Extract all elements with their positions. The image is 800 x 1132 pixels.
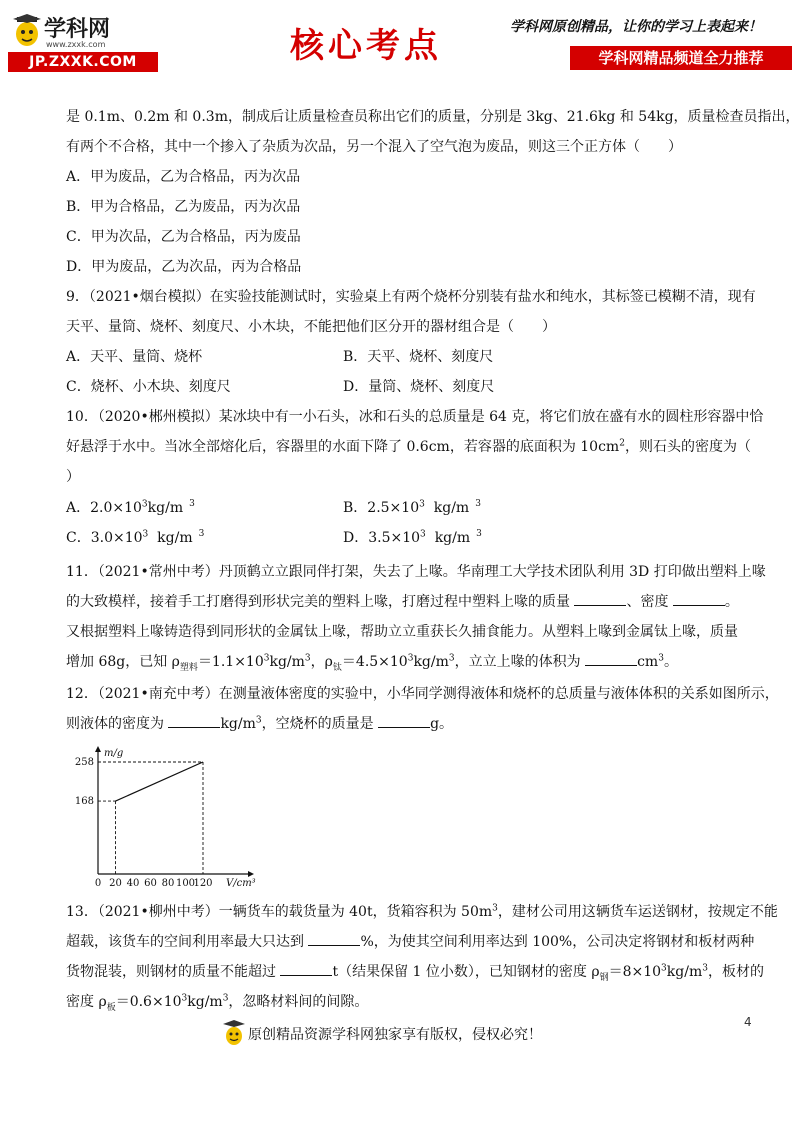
logo-mascot-icon bbox=[10, 14, 44, 48]
q11-line-2: 的大致模样，接着手工打磨得到形状完美的塑料上喙，打磨过程中塑料上喙的质量 、密度 。 bbox=[66, 594, 739, 610]
page-title: 核心考点 bbox=[290, 26, 442, 66]
q11-blank-density[interactable] bbox=[673, 593, 725, 606]
q9-option-b: B．天平、烧杯、刻度尺 bbox=[343, 349, 494, 365]
q10-option-d: D．$3.5\times 10^3$ kg/m $^3$ bbox=[343, 529, 482, 546]
q8-option-b: B．甲为合格品，乙为废品，丙为次品 bbox=[66, 199, 301, 215]
q9-line-1: 9．（2021•烟台模拟）在实验技能测试时，实验桌上有两个烧杯分别装有盐水和纯水，其标签已模糊不清，现有 bbox=[66, 289, 756, 305]
q12-blank-mass[interactable] bbox=[378, 715, 430, 728]
x-axis-arrow bbox=[248, 871, 254, 877]
y-tick-label: 168 bbox=[74, 796, 94, 808]
q10-line-3: ） bbox=[66, 469, 80, 485]
q13-line-3: 货物混装，则钢材的质量不能超过 t（结果保留 1 位小数），已知钢材的密度 $\rho_钢=8\times 10^3kg/m^3$，板材的 bbox=[66, 963, 764, 983]
logo-name: 学科网 bbox=[44, 17, 111, 42]
q11-line-1: 11．（2021•常州中考）丹顶鹤立立跟同伴打架，失去了上喙。华南理工大学技术团队利用 3D 打印做出塑料上喙 bbox=[66, 564, 766, 580]
q11-blank-mass[interactable] bbox=[574, 593, 626, 606]
q8-option-a: A．甲为废品，乙为合格品，丙为次品 bbox=[66, 169, 301, 185]
q12-blank-density[interactable] bbox=[168, 715, 220, 728]
channel-badge: 学科网精品频道全力推荐 bbox=[570, 46, 792, 70]
q12-line-2: 则液体的密度为 $kg/m^3$，空烧杯的质量是 g。 bbox=[66, 715, 454, 732]
logo-domain-banner: JP.ZXXK.COM bbox=[8, 52, 158, 72]
q13-line-1: 13．（2021•柳州中考）一辆货车的载货量为 40t，货箱容积为 $50m^3$，建材公司用这辆货车运送钢材，按规定不能 bbox=[66, 903, 778, 920]
y-axis-arrow bbox=[95, 746, 101, 752]
footer-copyright: 原创精品资源学科网独家享有版权，侵权必究！ bbox=[248, 1027, 542, 1043]
y-tick-label: 258 bbox=[74, 757, 94, 768]
data-line bbox=[116, 762, 204, 801]
q13-line-4: 密度 $\rho_板=0.6\times 10^3kg/m^3$，忽略材料间的间隙。 bbox=[66, 993, 369, 1013]
q8-line-1: 是 0.1m、0.2m 和 0.3m，制成后让质量检查员称出它们的质量，分别是 3kg、21.6kg 和 54kg，质量检查员指出， bbox=[66, 109, 800, 125]
chart-svg bbox=[70, 742, 260, 892]
q9-option-d: D．量筒、烧杯、刻度尺 bbox=[343, 379, 495, 395]
x-tick-label: 20 bbox=[109, 878, 122, 889]
q13-blank-utilization[interactable] bbox=[308, 933, 360, 946]
mass-volume-chart bbox=[70, 742, 260, 892]
x-tick-label: 80 bbox=[161, 878, 175, 889]
x-tick-label: 0 bbox=[94, 878, 102, 889]
q9-option-c: C．烧杯、小木块、刻度尺 bbox=[66, 379, 231, 395]
q12-line-1: 12．（2021•南充中考）在测量液体密度的实验中，小华同学测得液体和烧杯的总质量与液体体积的关系如图所示， bbox=[66, 686, 779, 702]
q9-line-2: 天平、量筒、烧杯、刻度尺、小木块，不能把他们区分开的器材组合是（ ） bbox=[66, 319, 556, 335]
q10-option-c: C．$3.0\times 10^3$ kg/m $^3$ bbox=[66, 529, 205, 546]
q10-option-b: B．$2.5\times 10^3$ kg/m $^3$ bbox=[343, 499, 481, 516]
q8-option-c: C．甲为次品，乙为合格品，丙为废品 bbox=[66, 229, 301, 245]
q10-line-1: 10．（2020•郴州模拟）某冰块中有一小石头，冰和石头的总质量是 64 克，将它们放在盛有水的圆柱形容器中恰 bbox=[66, 409, 764, 425]
q8-option-d: D．甲为废品，乙为次品，丙为合格品 bbox=[66, 259, 302, 275]
q10-option-a: A．$2.0\times 10^3kg/m$ $^3$ bbox=[66, 499, 195, 516]
q11-line-3: 又根据塑料上喙铸造得到同形状的金属钛上喙，帮助立立重获长久捕食能力。从塑料上喙到金属钛上喙，质量 bbox=[66, 624, 738, 640]
q9-option-a: A．天平、量筒、烧杯 bbox=[66, 349, 203, 365]
header-slogan: 学科网原创精品，让你的学习上表起来！ bbox=[510, 19, 762, 35]
q11-blank-volume[interactable] bbox=[585, 653, 637, 666]
x-tick-label: 120 bbox=[193, 878, 213, 889]
q13-line-2: 超载，该货车的空间利用率最大只达到 %，为使其空间利用率达到 100%，公司决定将钢材和板材两种 bbox=[66, 934, 755, 950]
x-tick-label: 40 bbox=[126, 878, 140, 889]
logo-url: www.zxxk.com bbox=[46, 40, 106, 49]
x-tick-label: 60 bbox=[144, 878, 157, 889]
x-tick-label: 100 bbox=[175, 878, 196, 889]
page-number: 4 bbox=[744, 1015, 752, 1029]
q8-line-2: 有两个不合格，其中一个掺入了杂质为次品，另一个混入了空气泡为废品，则这三个正方体（ ） bbox=[66, 139, 682, 155]
footer-mascot-icon bbox=[222, 1020, 246, 1046]
y-axis-label: m/g bbox=[104, 748, 124, 759]
x-axis-label: V/cm³ bbox=[226, 878, 256, 889]
q11-line-4: 增加 68g，已知 $\rho_{塑料}=1.1\times 10^3kg/m^3$，$\rho_钛=4.5\times 10^3kg/m^3$，立立上喙的体积为 $cm^3$。 bbox=[66, 653, 678, 673]
q10-line-2: 好悬浮于水中。当冰全部熔化后，容器里的水面下降了 0.6cm，若容器的底面积为 $10cm^2$，则石头的密度为（ bbox=[66, 438, 751, 455]
q13-blank-steel-mass[interactable] bbox=[280, 963, 332, 976]
